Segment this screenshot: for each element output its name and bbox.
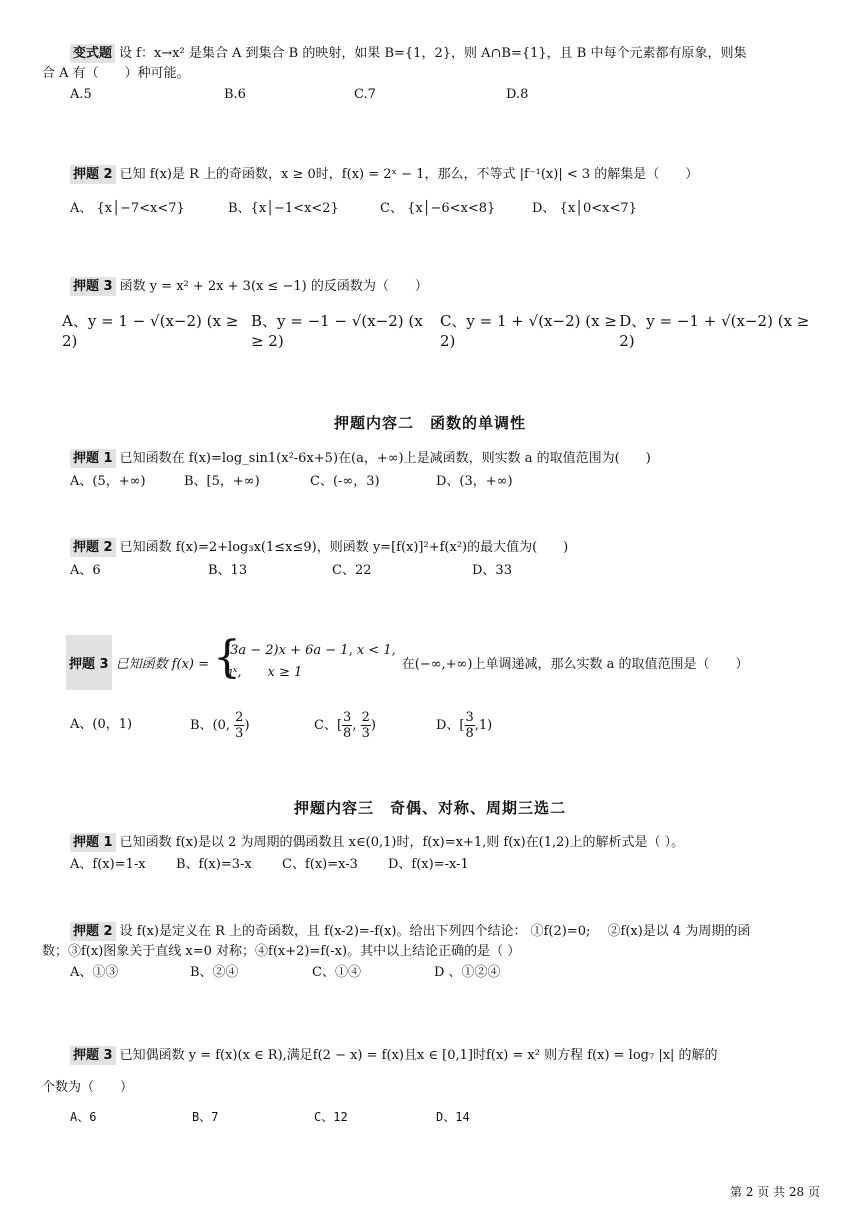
option-b: B、[5，+∞) xyxy=(184,474,260,489)
s2-question-2 xyxy=(42,538,822,581)
option-d: D、33 xyxy=(472,563,512,578)
s2-question-3 xyxy=(66,634,822,742)
option-d: D、 {x│0<x<7} xyxy=(532,201,637,216)
option-b: B、{x│−1<x<2} xyxy=(228,201,339,216)
s2q2-text: 已知函数 f(x)=2+log₃x(1≤x≤9)，则函数 y=[f(x)]²+f(x²)的最大值为( ) xyxy=(119,540,569,555)
s2-question-1 xyxy=(42,449,822,492)
option-a: A、y = 1 − √(x−2) (x ≥ 2) xyxy=(62,312,239,350)
brace-symbol: { xyxy=(213,632,242,683)
s2q3-case2: aˣ, x ≥ 1 xyxy=(225,665,303,680)
option-a: A、①③ xyxy=(70,965,119,980)
variant-label: 变式题 xyxy=(70,44,115,63)
s3-question-3 xyxy=(42,1044,822,1127)
s2q2-label: 押题 2 xyxy=(70,538,116,557)
s2q3-pre: 已知函数 f(x) = xyxy=(115,656,210,672)
option-b: B、(0, $\frac{2}{3}$ ) xyxy=(190,709,250,741)
s2q3-options xyxy=(66,708,822,742)
option-d: D 、①②④ xyxy=(434,965,501,980)
variant-question xyxy=(42,44,822,105)
s1-question-3 xyxy=(42,277,822,351)
option-a: A、(5，+∞) xyxy=(70,474,146,489)
s2q1-label: 押题 1 xyxy=(70,449,116,468)
s3-question-1 xyxy=(42,833,822,875)
option-c: C、 {x│−6<x<8} xyxy=(380,201,496,216)
option-b: B、f(x)=3-x xyxy=(176,857,252,872)
option-d: D、y = −1 + √(x−2) (x ≥ 2) xyxy=(619,312,810,350)
option-d: D.8 xyxy=(506,87,529,102)
option-a: A、f(x)=1-x xyxy=(70,857,146,872)
s1q2-label: 押题 2 xyxy=(70,165,116,184)
s3q2-label: 押题 2 xyxy=(70,922,116,941)
s3q3-text-line2: 个数为（ ） xyxy=(42,1080,134,1095)
page-footer: 第 2 页 共 28 页 xyxy=(730,1185,820,1199)
s2q1-text: 已知函数在 f(x)=log_sin1(x²-6x+5)在(a，+∞)上是减函数，则实数 a 的取值范围为( ) xyxy=(119,451,651,466)
option-c: C、①④ xyxy=(312,965,361,980)
section-2-title: 押题内容二 函数的单调性 xyxy=(333,414,526,432)
s3q2-text-line2: 数；③f(x)图象关于直线 x=0 对称；④f(x+2)=f(-x)。其中以上结论正确的是（ ） xyxy=(42,944,521,959)
option-c: C、22 xyxy=(332,563,372,578)
s2q1-options xyxy=(42,472,822,492)
option-c: C、[ $\frac{3}{8}$ , $\frac{2}{3}$ ) xyxy=(314,709,376,741)
option-c: C、(-∞，3) xyxy=(310,474,380,489)
option-b: B、y = −1 − √(x−2) (x ≥ 2) xyxy=(250,312,423,350)
section-3-title: 押题内容三 奇偶、对称、周期三选二 xyxy=(293,799,566,817)
s3q2-options xyxy=(42,963,822,983)
s3q3-label: 押题 3 xyxy=(70,1046,116,1065)
option-a: A、 {x│−7<x<7} xyxy=(70,201,185,216)
s3q2-text-line1: 设 f(x)是定义在 R 上的奇函数，且 f(x-2)=-f(x)。给出下列四个结论： ①f(2)=0; ②f(x)是以 4 为周期的函 xyxy=(119,924,751,939)
option-c: C、y = 1 + √(x−2) (x ≥ 2) xyxy=(439,312,617,350)
option-b: B、13 xyxy=(208,563,248,578)
s1q3-text: 函数 y = x² + 2x + 3(x ≤ −1) 的反函数为（ ） xyxy=(119,279,428,294)
s1q3-options xyxy=(42,311,822,351)
s3q3-options xyxy=(42,1107,822,1127)
option-d: D、[ $\frac{3}{8}$ ,1) xyxy=(436,709,493,741)
s2q2-options xyxy=(42,561,822,581)
option-a: A、6 xyxy=(70,1110,97,1124)
s2q3-post: 在(−∞,+∞)上单调递减，那么实数 a 的取值范围是（ ） xyxy=(401,656,749,672)
s3q1-label: 押题 1 xyxy=(70,833,116,852)
option-c: C、f(x)=x-3 xyxy=(282,857,358,872)
s1q3-label: 押题 3 xyxy=(70,277,116,296)
option-b: B.6 xyxy=(224,87,246,102)
variant-text-line1: 设 f：x→x² 是集合 A 到集合 B 的映射，如果 B={1，2}，则 A∩B={1}，且 B 中每个元素都有原象，则集 xyxy=(119,46,747,61)
s2q3-piecewise xyxy=(213,632,396,684)
option-d: D、14 xyxy=(436,1110,470,1124)
s3q3-text-line1: 已知偶函数 y = f(x)(x ∈ R),满足f(2 − x) = f(x)且x ∈ [0,1]时f(x) = x² 则方程 f(x) = log₇ |x| 的解的 xyxy=(119,1048,718,1063)
variant-options xyxy=(42,85,822,105)
option-b: B、②④ xyxy=(190,965,239,980)
option-b: B、7 xyxy=(192,1110,219,1124)
s3q1-options xyxy=(42,855,822,875)
option-c: C、12 xyxy=(314,1110,348,1124)
s3q1-text: 已知函数 f(x)是以 2 为周期的偶函数且 x∈(0,1)时，f(x)=x+1,则 f(x)在(1,2)上的解析式是（ ）。 xyxy=(119,835,685,850)
s2q3-label: 押题 3 xyxy=(66,635,112,690)
s1q2-text: 已知 f(x)是 R 上的奇函数，x ≥ 0时，f(x) = 2ˣ − 1，那么，不等式 |f⁻¹(x)| < 3 的解集是（ ） xyxy=(119,167,699,182)
s1q2-options xyxy=(42,199,822,219)
s2q3-case1: (3a − 2)x + 6a − 1, x < 1, xyxy=(225,643,396,658)
option-c: C.7 xyxy=(354,87,376,102)
option-d: D、f(x)=-x-1 xyxy=(388,857,469,872)
s1-question-2 xyxy=(42,165,822,219)
s3-question-2 xyxy=(42,922,822,983)
option-a: A.5 xyxy=(70,87,92,102)
option-a: A、6 xyxy=(70,563,101,578)
option-d: D、(3，+∞) xyxy=(436,474,513,489)
option-a: A、(0，1) xyxy=(70,717,133,732)
variant-text-line2: 合 A 有（ ）种可能。 xyxy=(42,66,190,81)
